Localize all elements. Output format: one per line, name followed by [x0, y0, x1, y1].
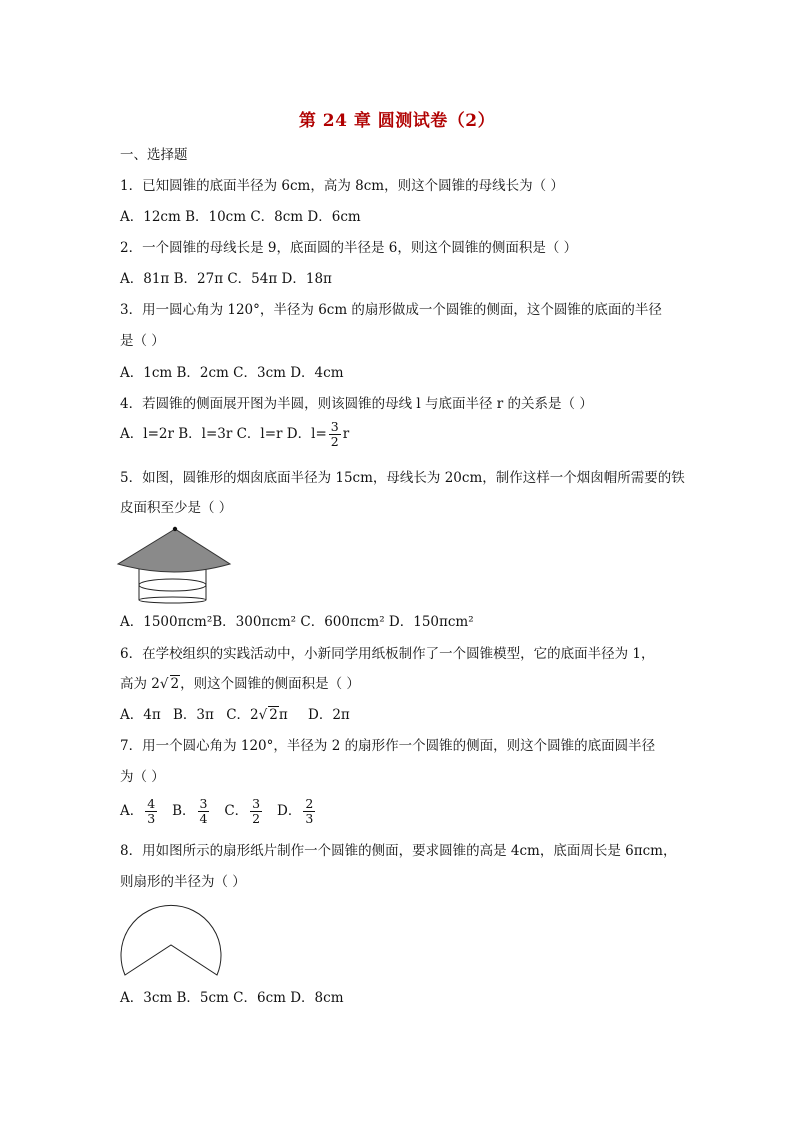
fraction: $\frac{2}{3}$	[305, 796, 314, 826]
question-2: 2．一个圆锥的母线长是 9，底面圆的半径是 6，则这个圆锥的侧面积是（ ）	[120, 240, 578, 256]
question-5-line1: 5．如图，圆锥形的烟囱底面半径为 15cm，母线长为 20cm，制作这样一个烟囱帽所需要的铁	[120, 470, 685, 486]
question-5-options: A．1500πcm²B．300πcm² C．600πcm² D．150πcm²	[120, 614, 474, 630]
page-title: 第 24 章 圆测试卷（2）	[298, 111, 496, 131]
sector-paper-figure	[116, 898, 226, 982]
question-7-options: A． $\frac{4}{3}$ B． $\frac{3}{4}$ C． $\frac{3}{2}$ D． $\frac{2}{3}$	[120, 796, 314, 826]
question-7-line2: 为（ ）	[120, 769, 165, 785]
fraction: $\frac{3}{4}$	[199, 796, 208, 826]
question-4: 4．若圆锥的侧面展开图为半圆，则该圆锥的母线 l 与底面半径 r 的关系是（ ）	[120, 396, 593, 412]
question-7-line1: 7．用一个圆心角为 120°，半径为 2 的扇形作一个圆锥的侧面，则这个圆锥的底面圆半径	[120, 738, 656, 754]
question-1-options: A．12cm B．10cm C．8cm D．6cm	[120, 209, 361, 225]
question-6-options: A．4π B．3π C．2√ 2π D．2π	[120, 707, 350, 723]
sqrt-expression: √ 2	[159, 676, 180, 692]
question-6-line2: 高为 2√ 2，则这个圆锥的侧面积是（ ）	[120, 676, 360, 692]
fraction: $\frac{3}{2}$	[252, 796, 261, 826]
fraction: $\frac{4}{3}$	[147, 796, 156, 826]
chimney-bottom-rim	[139, 597, 206, 603]
question-3-options: A．1cm B．2cm C．3cm D．4cm	[120, 365, 344, 381]
question-8-line2: 则扇形的半径为（ ）	[120, 874, 246, 890]
question-8-line1: 8．用如图所示的扇形纸片制作一个圆锥的侧面，要求圆锥的高是 4cm，底面周长是 6πcm，	[120, 843, 677, 859]
sqrt-expression: √ 2	[258, 707, 278, 723]
question-3-line2: 是（ ）	[120, 333, 165, 349]
cone-apex-dot	[173, 527, 177, 531]
question-4-d-right: r	[342, 426, 350, 442]
question-4-options	[120, 420, 349, 449]
chimney-top-rim	[139, 579, 206, 591]
section-heading: 一、选择题	[120, 147, 188, 163]
cone-cap-shape	[118, 529, 230, 572]
sector-outline	[121, 905, 221, 975]
question-3-line1: 3．用一圆心角为 120°，半径为 6cm 的扇形做成一个圆锥的侧面，这个圆锥的底面的半径	[120, 302, 662, 318]
question-2-options: A．81π B．27π C．54π D．18π	[120, 271, 332, 287]
question-1: 1．已知圆锥的底面半径为 6cm，高为 8cm，则这个圆锥的母线长为（ ）	[120, 178, 564, 194]
question-4-options-prefix: A．l=2r B．l=3r C．l=r D．	[120, 426, 312, 442]
question-4-d-left: l=	[311, 426, 327, 442]
chimney-cap-figure	[114, 524, 234, 604]
question-8-options: A．3cm B．5cm C．6cm D．8cm	[120, 990, 344, 1006]
question-5-line2: 皮面积至少是（ ）	[120, 500, 233, 516]
question-6-line1: 6．在学校组织的实践活动中，小新同学用纸板制作了一个圆锥模型，它的底面半径为 1，	[120, 646, 655, 662]
fraction: $\frac{3}{2}$	[330, 419, 339, 449]
